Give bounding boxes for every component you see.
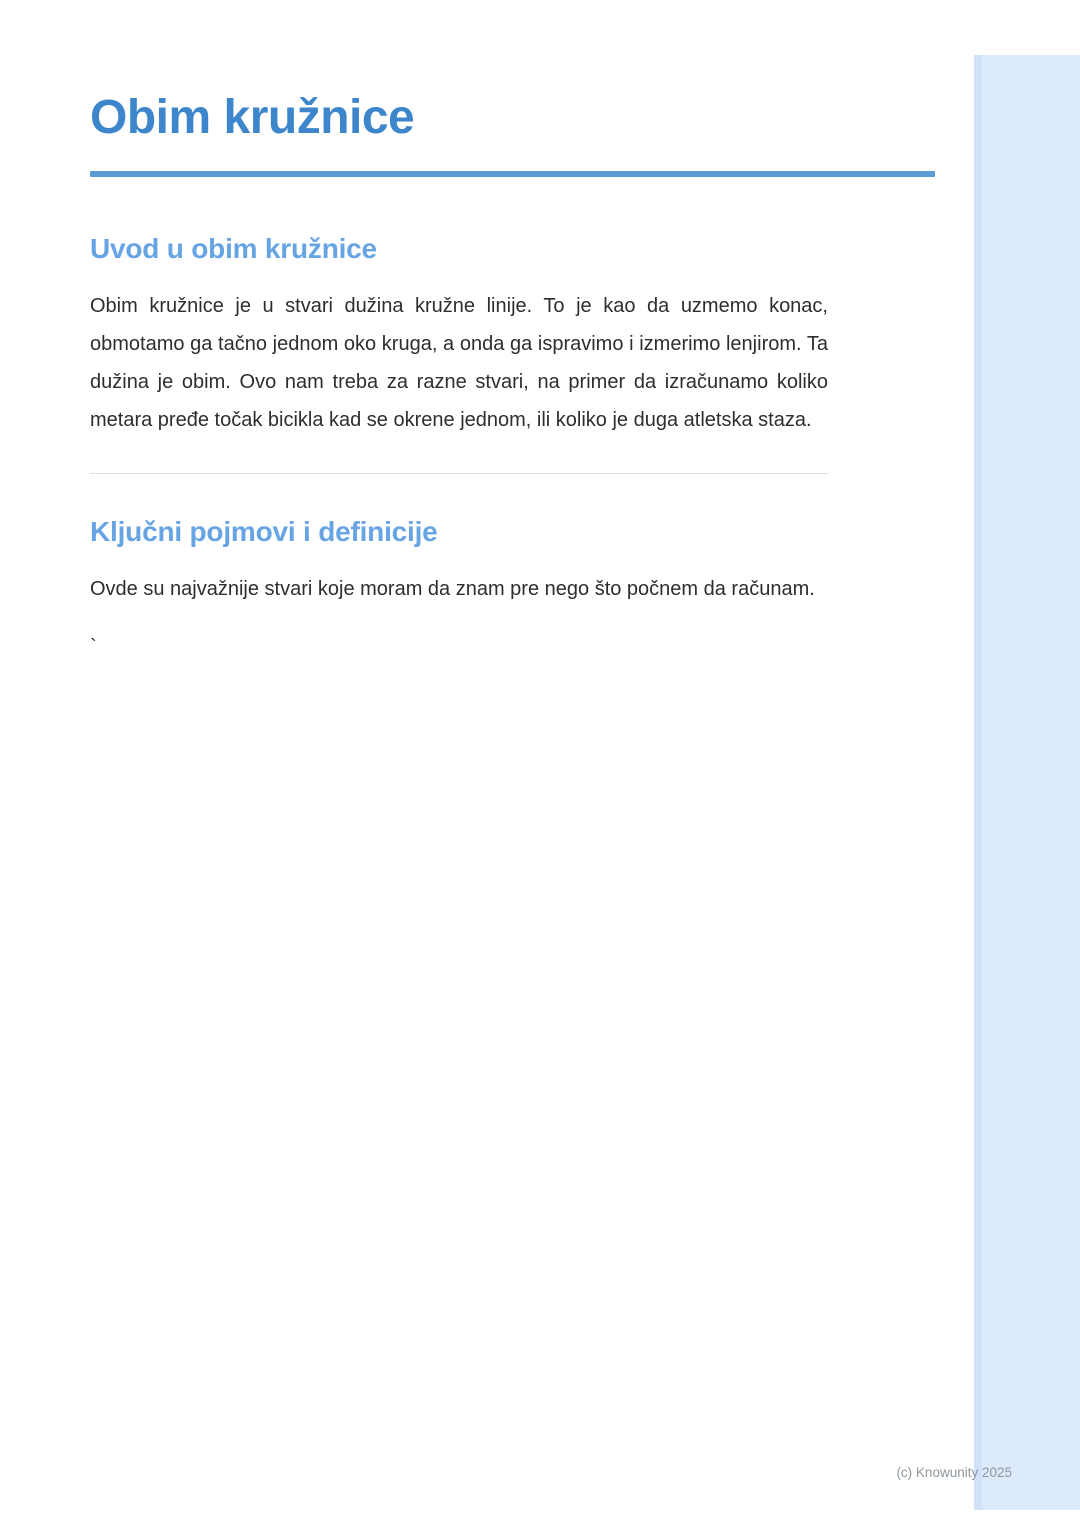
document-content <box>90 0 935 659</box>
side-strip-edge <box>974 55 982 1510</box>
side-margin-strip <box>982 55 1080 1510</box>
section-intro <box>90 233 935 439</box>
section-divider <box>90 473 828 474</box>
section-body-key-terms: Ovde su najvažnije stvari koje moram da znam pre nego što počnem da računam. <box>90 577 815 600</box>
footer-copyright: (c) Knowunity 2025 <box>896 1465 1012 1480</box>
section-heading-intro: Uvod u obim kružnice <box>90 232 377 264</box>
section-key-terms <box>90 516 935 659</box>
section-heading-key-terms: Ključni pojmovi i definicije <box>90 515 438 547</box>
section-body-intro: Obim kružnice je u stvari dužina kružne linije. To je kao da uzmemo konac, obmotamo ga tačno jednom oko kruga, a onda ga ispravimo i izmerimo lenjirom. Ta dužina je obim. Ovo nam treba za razne stvari, na primer da izračunamo koliko metara pređe točak bicikla kad se okrene jednom, ili koliko je duga atletska staza. <box>90 294 828 431</box>
stray-backtick-text: ` <box>90 635 97 658</box>
title-underline-rule <box>90 171 935 177</box>
page-title: Obim kružnice <box>90 91 415 144</box>
